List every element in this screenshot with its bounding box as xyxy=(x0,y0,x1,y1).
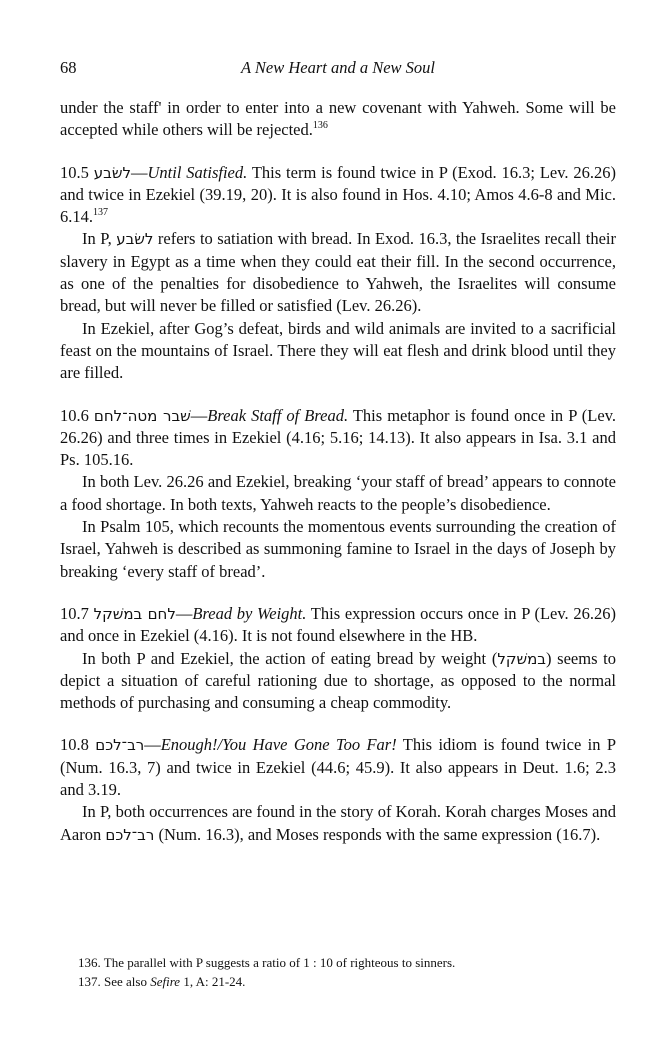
footnote-number: 137. xyxy=(78,974,101,989)
paragraph-text: In both P and Ezekiel, the action of eating bread by weight ( xyxy=(82,648,498,668)
note-ref-137: 137 xyxy=(93,206,108,218)
entry-paragraph xyxy=(60,471,616,516)
entry-paragraph xyxy=(60,648,616,715)
entry-number: 10.6 xyxy=(60,405,89,425)
entry-paragraph xyxy=(60,228,616,317)
hebrew-term: לשׂבע xyxy=(93,163,131,182)
entry-heading-paragraph xyxy=(60,603,616,648)
paragraph-text: In Ezekiel, after Gog’s defeat, birds and wild animals are invited to a sacrificial feast on the mountains of Israel. There they will eat flesh and drink blood until they are filled. xyxy=(60,318,616,383)
entry-heading-paragraph xyxy=(60,405,616,472)
em-dash: — xyxy=(130,162,148,182)
note-ref-136: 136 xyxy=(312,119,328,131)
continuation-text: under the staff' in order to enter into a new covenant with Yahweh. Some will be accepted while others will be rejected. xyxy=(60,98,616,140)
paragraph-text: In P, xyxy=(82,229,117,249)
hebrew-term: רב־לכם xyxy=(105,825,155,844)
paragraph-text: refers to satiation with bread. In Exod. 16.3, the Israelites recall their slavery in Egypt as a time when they could eat their fill. In the second occurrence, as one of the penalties for disobedience to Yahweh, the Israelites will consume bread, but will never be filled or satisfied (Lev. 26.26). xyxy=(60,229,616,316)
hebrew-term: במשׁקל xyxy=(497,649,546,668)
footnote-136 xyxy=(60,953,616,972)
entry-text: This metaphor is found once in P (Lev. 26.26) and three times in Ezekiel (4.16; 5.16; 14.13). It also appears in Isa. 3.1 and Ps. 105.16. xyxy=(60,405,616,470)
entry-title: Enough!/You Have Gone Too Far! xyxy=(160,735,397,755)
footnote-italic: Sefire xyxy=(150,974,181,989)
em-dash: — xyxy=(144,735,161,755)
footnote-text: 1, A: 21-24. xyxy=(180,974,246,989)
entry-title: Break Staff of Bread. xyxy=(207,405,349,425)
entry-text: This expression occurs once in P (Lev. 26.26) and once in Ezekiel (4.16). It is not found elsewhere in the HB. xyxy=(60,603,616,646)
entry-heading-paragraph xyxy=(60,734,616,801)
em-dash: — xyxy=(190,405,208,425)
em-dash: — xyxy=(175,603,193,623)
entry-10-5 xyxy=(60,162,616,385)
hebrew-term: לשׂבע xyxy=(116,230,154,249)
entry-paragraph xyxy=(60,318,616,385)
paragraph-text: (Num. 16.3), and Moses responds with the same expression (16.7). xyxy=(154,824,601,844)
running-head xyxy=(60,58,616,82)
hebrew-term: שׁבר מטה־לחם xyxy=(93,406,191,425)
continuation-paragraph xyxy=(60,97,616,142)
hebrew-term: רב־לכם xyxy=(95,736,145,755)
hebrew-term: לחם במשׁקל xyxy=(93,604,176,623)
entry-number: 10.8 xyxy=(60,735,89,755)
entry-10-6 xyxy=(60,405,616,583)
paragraph-text: In P, both occurrences are found in the story of Korah. Korah charges Moses and Aaron xyxy=(60,802,616,844)
entry-paragraph xyxy=(60,516,616,583)
entry-10-8 xyxy=(60,734,616,845)
paragraph-text: ) seems to depict a situation of careful rationing due to shortage, as opposed to the normal methods of purchasing and consuming a cheap commodity. xyxy=(60,648,617,713)
entry-paragraph xyxy=(60,801,616,846)
entry-10-7 xyxy=(60,603,616,714)
entry-text: This term is found twice in P (Exod. 16.3; Lev. 26.26) and twice in Ezekiel (39.19, 20). It is also found in Hos. 4.10; Amos 4.6-8 and Mic. 6.14. xyxy=(60,162,617,227)
paragraph-text: In both Lev. 26.26 and Ezekiel, breaking ‘your staff of bread’ appears to connote a food shortage. In both texts, Yahweh reacts to the people’s disobedience. xyxy=(60,472,616,514)
entry-text: This idiom is found twice in P (Num. 16.3, 7) and twice in Ezekiel (44.6; 45.9). It also appears in Deut. 1.6; 2.3 and 3.19. xyxy=(60,735,617,800)
entry-number: 10.7 xyxy=(60,603,89,623)
footnotes xyxy=(60,953,616,991)
footnote-text: See also xyxy=(100,974,151,989)
footnote-text: The parallel with P suggests a ratio of 1 : 10 of righteous to sinners. xyxy=(100,955,456,970)
entry-number: 10.5 xyxy=(60,162,89,182)
footnote-number: 136. xyxy=(78,955,101,970)
running-title: A New Heart and a New Soul xyxy=(240,58,436,77)
page-number: 68 xyxy=(60,58,77,77)
body-text xyxy=(60,97,616,846)
entry-title: Until Satisfied. xyxy=(147,162,248,182)
entry-title: Bread by Weight. xyxy=(192,603,307,623)
paragraph-text: In Psalm 105, which recounts the momentous events surrounding the creation of Israel, Yahweh is described as summoning famine to Israel in the days of Joseph by breaking ‘every staff of bread’. xyxy=(60,517,616,581)
footnote-137 xyxy=(60,972,616,991)
entry-heading-paragraph xyxy=(60,162,616,229)
